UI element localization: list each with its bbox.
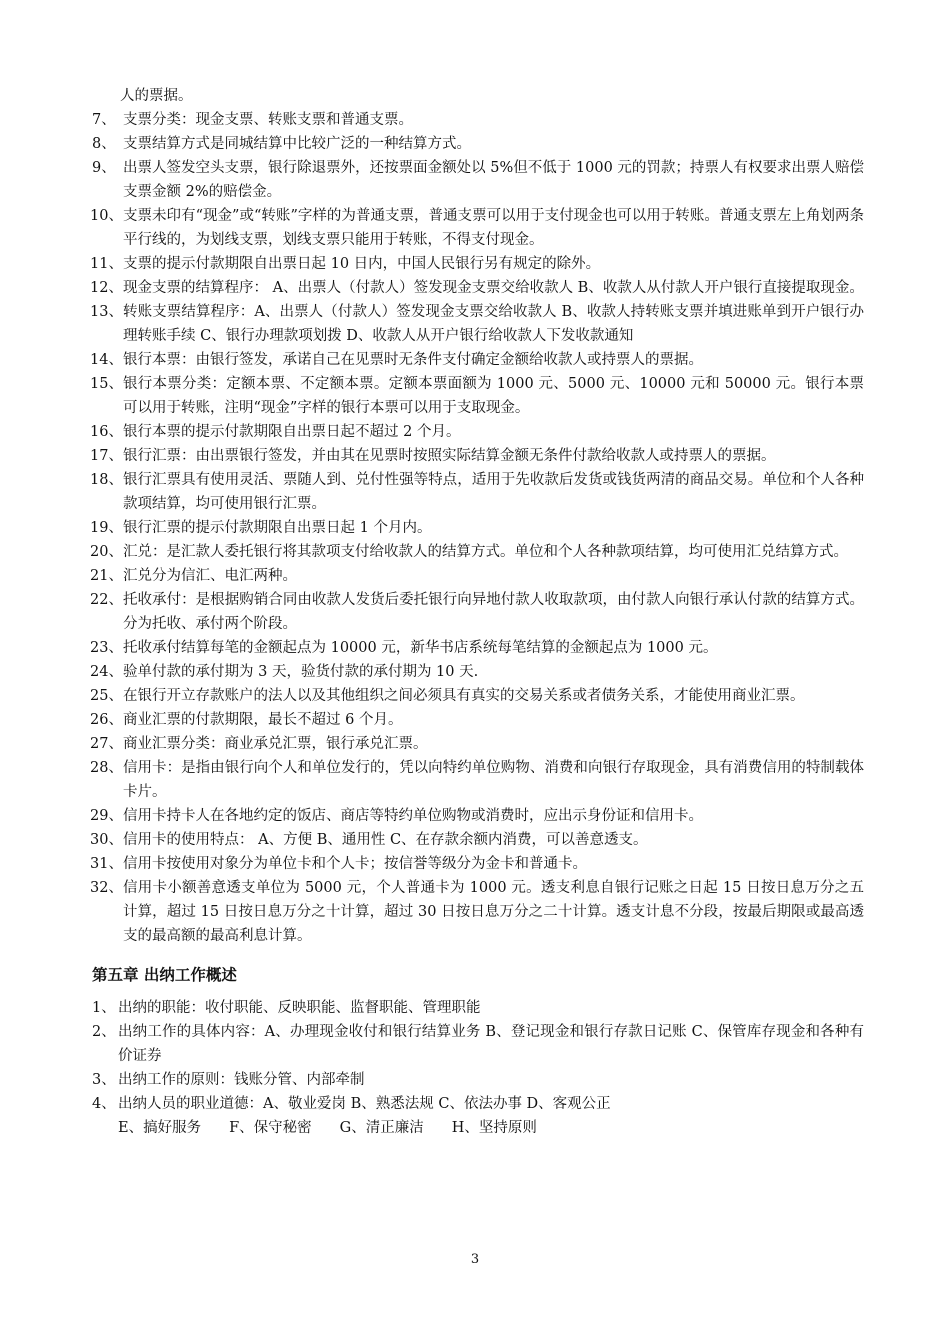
item-text: 信用卡按使用对象分为单位卡和个人卡；按信誉等级分为金卡和普通卡。 (123, 856, 587, 872)
item-number: 23、 (90, 640, 123, 656)
ethic-e: E、搞好服务 (118, 1120, 202, 1136)
item-number: 15、 (90, 376, 123, 392)
list-item (92, 588, 864, 636)
item-number: 25、 (90, 688, 123, 704)
item-number: 14、 (90, 352, 123, 368)
list-item (92, 252, 864, 276)
item-text: 信用卡：是指由银行向个人和单位发行的，凭以向特约单位购物、消费和向银行存取现金，具有消费信用的特制载体卡片。 (123, 760, 864, 800)
item-number: 2、 (92, 1024, 116, 1040)
item-text: 银行本票：由银行签发，承诺自己在见票时无条件支付确定金额给收款人或持票人的票据。 (123, 352, 703, 368)
item-number: 16、 (90, 424, 123, 440)
list-item (92, 756, 864, 804)
list-item (92, 684, 864, 708)
list-item (92, 732, 864, 756)
list-item (92, 300, 864, 348)
ethic-g: G、清正廉洁 (339, 1120, 424, 1136)
item-text: 商业汇票分类：商业承兑汇票，银行承兑汇票。 (123, 736, 428, 752)
list-item (92, 660, 864, 684)
item-number: 29、 (90, 808, 123, 824)
item-text: 银行汇票具有使用灵活、票随人到、兑付性强等特点，适用于先收款后发货或钱货两清的商品交易。单位和个人各种款项结算，均可使用银行汇票。 (123, 472, 864, 512)
list-item (92, 348, 864, 372)
item-number: 28、 (90, 760, 123, 776)
item-text: 信用卡的使用特点： A、方便 B、通用性 C、在存款余额内消费，可以善意透支。 (123, 832, 648, 848)
item-text: 出纳的职能：收付职能、反映职能、监督职能、管理职能 (118, 1000, 481, 1016)
list-item (92, 852, 864, 876)
list-item (92, 828, 864, 852)
page-content (92, 84, 864, 1140)
page-number: 3 (470, 1252, 480, 1267)
list-item (92, 420, 864, 444)
item-text: 托收承付：是根据购销合同由收款人发货后委托银行向异地付款人收取款项，由付款人向银行承认付款的结算方式。分为托收、承付两个阶段。 (123, 592, 864, 632)
item-number: 31、 (90, 856, 123, 872)
item-text: 信用卡持卡人在各地约定的饭店、商店等特约单位购物或消费时，应出示身份证和信用卡。 (123, 808, 703, 824)
item-text: 托收承付结算每笔的金额起点为 10000 元，新华书店系统每笔结算的金额起点为 1000 元。 (123, 640, 718, 656)
item-text: 支票未印有“现金”或“转账”字样的为普通支票，普通支票可以用于支付现金也可以用于转账。普通支票左上角划两条平行线的，为划线支票，划线支票只能用于转账，不得支付现金。 (123, 208, 864, 248)
list-item (92, 204, 864, 252)
item-number: 24、 (90, 664, 123, 680)
item-text: 信用卡小额善意透支单位为 5000 元，个人普通卡为 1000 元。透支利息自银行记账之日起 15 日按日息万分之五计算，超过 15 日按日息万分之十计算，超过 30 日按日息万分之二十计算。透支计息不分段，按最后期限或最高透支的最高额的最高利息计算。 (123, 880, 864, 944)
item-number: 17、 (90, 448, 123, 464)
chapter5-list (92, 996, 864, 1116)
item-number: 27、 (90, 736, 123, 752)
item-text: 银行汇票的提示付款期限自出票日起 1 个月内。 (123, 520, 432, 536)
item-number: 21、 (90, 568, 123, 584)
list-item (92, 996, 864, 1020)
list-item (92, 372, 864, 420)
item-text: 出纳人员的职业道德：A、敬业爱岗 B、熟悉法规 C、依法办事 D、客观公正 (118, 1096, 611, 1112)
item-number: 7、 (92, 112, 116, 128)
item-number: 18、 (90, 472, 123, 488)
list-item (92, 876, 864, 948)
item-text: 出纳工作的原则：钱账分管、内部牵制 (118, 1072, 365, 1088)
item-text: 支票分类：现金支票、转账支票和普通支票。 (123, 112, 413, 128)
item-number: 10、 (90, 208, 123, 224)
item-text: 现金支票的结算程序： A、出票人（付款人）签发现金支票交给收款人 B、收款人从付款人开户银行直接提取现金。 (123, 280, 864, 296)
continued-text: 人的票据。 (120, 88, 193, 104)
list-item (92, 1092, 864, 1116)
item-text: 银行本票的提示付款期限自出票日起不超过 2 个月。 (123, 424, 461, 440)
item-number: 20、 (90, 544, 123, 560)
item-number: 30、 (90, 832, 123, 848)
item-number: 22、 (90, 592, 123, 608)
item-text: 出纳工作的具体内容：A、办理现金收付和银行结算业务 B、登记现金和银行存款日记账 C、保管库存现金和各种有价证券 (118, 1024, 864, 1064)
list-item (92, 444, 864, 468)
item-number: 3、 (92, 1072, 116, 1088)
list-item (92, 1068, 864, 1092)
item-text: 转账支票结算程序：A、出票人（付款人）签发现金支票交给收款人 B、收款人持转账支票并填进账单到开户银行办理转账手续 C、银行办理款项划拨 D、收款人从开户银行给收款人下发收款通知 (123, 304, 864, 344)
list-item (92, 468, 864, 516)
item-text: 汇兑分为信汇、电汇两种。 (123, 568, 297, 584)
item-number: 32、 (90, 880, 123, 896)
item-text: 银行汇票：由出票银行签发，并由其在见票时按照实际结算金额无条件付款给收款人或持票人的票据。 (123, 448, 776, 464)
item-number: 4、 (92, 1096, 116, 1112)
item-text: 出票人签发空头支票，银行除退票外，还按票面金额处以 5%但不低于 1000 元的罚款；持票人有权要求出票人赔偿支票金额 2%的赔偿金。 (123, 160, 864, 200)
item-number: 26、 (90, 712, 123, 728)
chapter-title: 第五章 出纳工作概述 (92, 966, 237, 984)
item-text: 汇兑：是汇款人委托银行将其款项支付给收款人的结算方式。单位和个人各种款项结算，均可使用汇兑结算方式。 (123, 544, 848, 560)
item-text: 支票结算方式是同城结算中比较广泛的一种结算方式。 (123, 136, 471, 152)
list-item (92, 564, 864, 588)
item4-continuation (92, 1116, 864, 1140)
item-number: 12、 (90, 280, 123, 296)
list-item (92, 540, 864, 564)
ethic-h: H、坚持原则 (451, 1120, 537, 1136)
list-item (92, 132, 864, 156)
list-item (92, 516, 864, 540)
item-text: 验单付款的承付期为 3 天，验货付款的承付期为 10 天. (123, 664, 479, 680)
list-item (92, 108, 864, 132)
ethic-f: F、保守秘密 (229, 1120, 312, 1136)
chapter4-list (92, 108, 864, 948)
list-item (92, 156, 864, 204)
list-item (92, 276, 864, 300)
list-item (92, 804, 864, 828)
item-text: 在银行开立存款账户的法人以及其他组织之间必须具有真实的交易关系或者债务关系，才能使用商业汇票。 (123, 688, 805, 704)
list-item (92, 708, 864, 732)
list-item (92, 1020, 864, 1068)
item-number: 11、 (90, 256, 123, 272)
item-number: 19、 (90, 520, 123, 536)
item-number: 8、 (92, 136, 116, 152)
item-text: 商业汇票的付款期限，最长不超过 6 个月。 (123, 712, 403, 728)
item-number: 13、 (90, 304, 123, 320)
item-number: 9、 (92, 160, 116, 176)
list-item (92, 636, 864, 660)
item-number: 1、 (92, 1000, 116, 1016)
item-text: 银行本票分类：定额本票、不定额本票。定额本票面额为 1000 元、5000 元、10000 元和 50000 元。银行本票可以用于转账，注明“现金”字样的银行本票可以用于支取现金。 (123, 376, 864, 416)
item-text: 支票的提示付款期限自出票日起 10 日内，中国人民银行另有规定的除外。 (123, 256, 601, 272)
